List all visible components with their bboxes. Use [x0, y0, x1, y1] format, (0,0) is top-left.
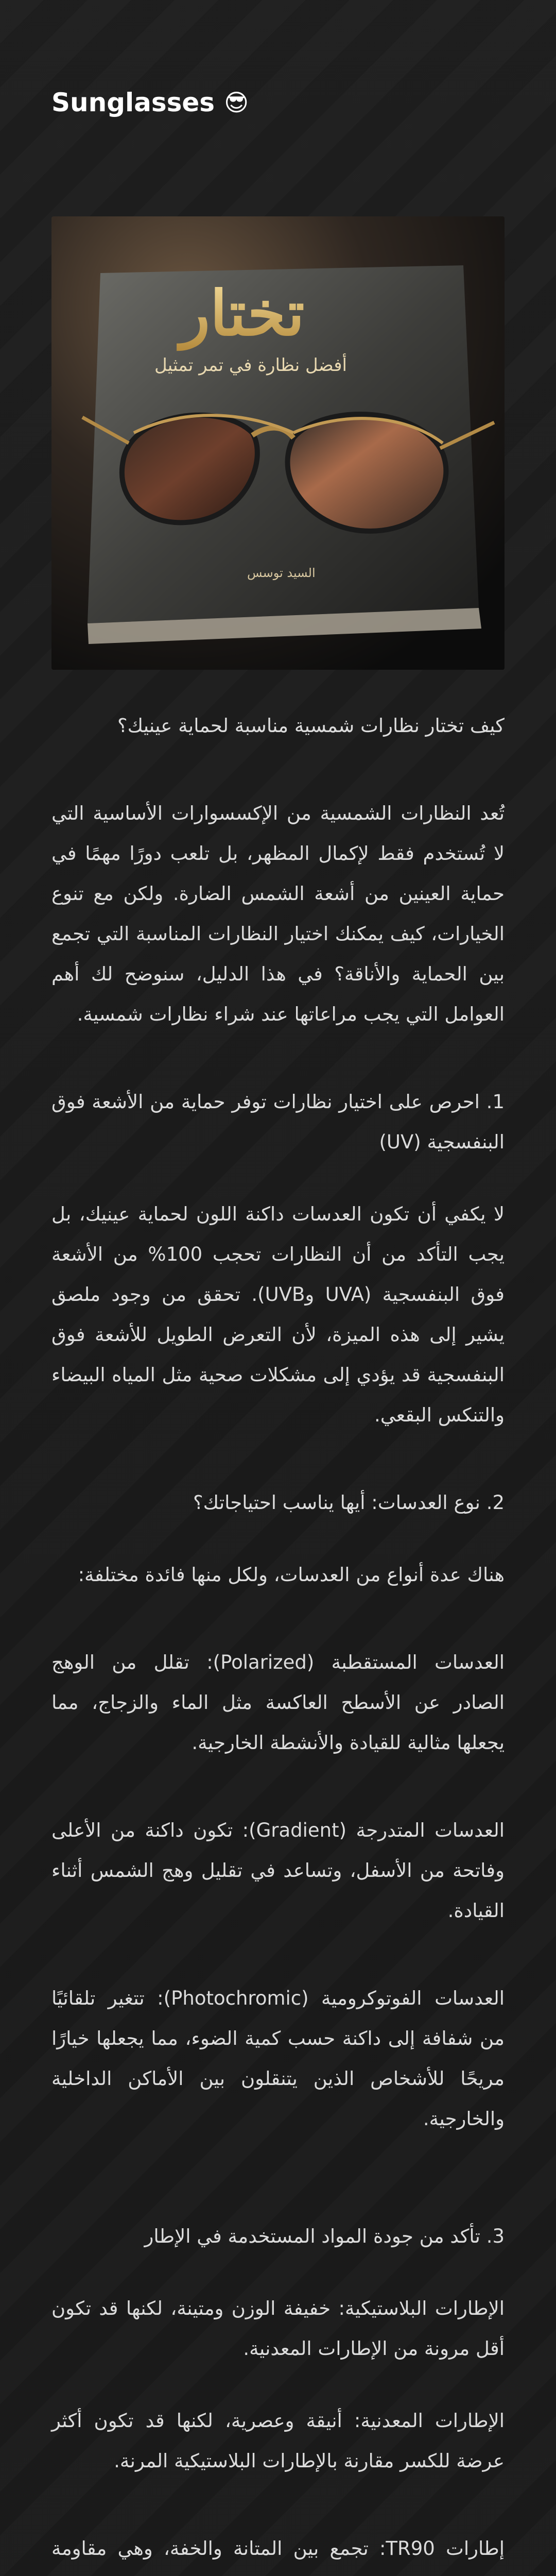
note-header [51, 88, 249, 117]
lens-polarized: العدسات المستقطبة (Polarized): تقلل من الوهج الصادر عن الأسطح العاكسة مثل الماء والزجاج، مما يجعلها مثالية للقيادة والأنشطة الخارجية. [51, 1651, 505, 1754]
frame-plastic: الإطارات البلاستيكية: خفيفة الوزن ومتينة، لكنها قد تكون أقل مرونة من الإطارات المعدنية. [51, 2297, 505, 2360]
section-heading-lenses: 2. نوع العدسات: أيها يناسب احتياجاتك؟ [193, 1492, 505, 1514]
section-text-uv: لا يكفي أن تكون العدسات داكنة اللون لحماية عينيك، بل يجب التأكد من أن النظارات تحجب 100% من الأشعة فوق البنفسجية (UVA وUVB). تحقق من وجود ملصق يشير إلى هذه الميزة، لأن التعرض الطويل للأشعة فوق البنفسجية قد يؤدي إلى مشكلات صحية مثل المياه البيضاء والتنكس البقعي. [51, 1203, 505, 1426]
cover-bottom-text: السيد توسس [247, 566, 316, 580]
frame-tr90: إطارات TR90: تجمع بين المتانة والخفة، وهي مقاومة [51, 2537, 505, 2560]
section-text-lenses-intro: هناك عدة أنواع من العدسات، ولكل منها فائدة مختلفة: [78, 1564, 505, 1586]
cover-image[interactable] [51, 216, 505, 670]
article-intro: تُعد النظارات الشمسية من الإكسسوارات الأساسية التي لا تُستخدم فقط لإكمال المظهر، بل تلعب دورًا مهمًا في حماية العينين من أشعة الشمس الضارة. ولكن مع تنوع الخيارات، كيف يمكنك اختيار النظارات المناسبة التي تجمع بين الحماية والأناقة؟ في هذا الدليل، سنوضح لك أهم العوامل التي يجب مراعاتها عند شراء نظارات شمسية. [51, 802, 505, 1025]
lens-gradient: العدسات المتدرجة (Gradient): تكون داكنة من الأعلى وفاتحة من الأسفل، وتساعد في تقليل وهج الشمس أثناء القيادة. [51, 1819, 505, 1922]
article-body[interactable] [51, 706, 505, 2576]
cover-subtitle: أفضل نظارة في تمر تمثيل [154, 355, 347, 376]
section-heading-uv: 1. احرص على اختيار نظارات توفر حماية من الأشعة فوق البنفسجية (UV) [51, 1091, 505, 1153]
sunglasses-book-illustration [51, 216, 505, 670]
sunglasses-emoji-icon: 😎 [224, 89, 249, 116]
lens-photochromic: العدسات الفوتوكرومية (Photochromic): تتغير تلقائيًا من شفافة إلى داكنة حسب كمية الضوء، مما يجعلها خيارًا مريحًا للأشخاص الذين يتنقلون بين الأماكن الداخلية والخارجية. [51, 1987, 505, 2130]
article-intro-question: كيف تختار نظارات شمسية مناسبة لحماية عينيك؟ [117, 715, 505, 737]
cover-title: تختار [180, 277, 305, 350]
note-title: Sunglasses [51, 88, 215, 117]
frame-metal: الإطارات المعدنية: أنيقة وعصرية، لكنها قد تكون أكثر عرضة للكسر مقارنة بالإطارات البلاستيكية المرنة. [51, 2410, 505, 2472]
section-heading-frames: 3. تأكد من جودة المواد المستخدمة في الإطار [144, 2225, 505, 2247]
